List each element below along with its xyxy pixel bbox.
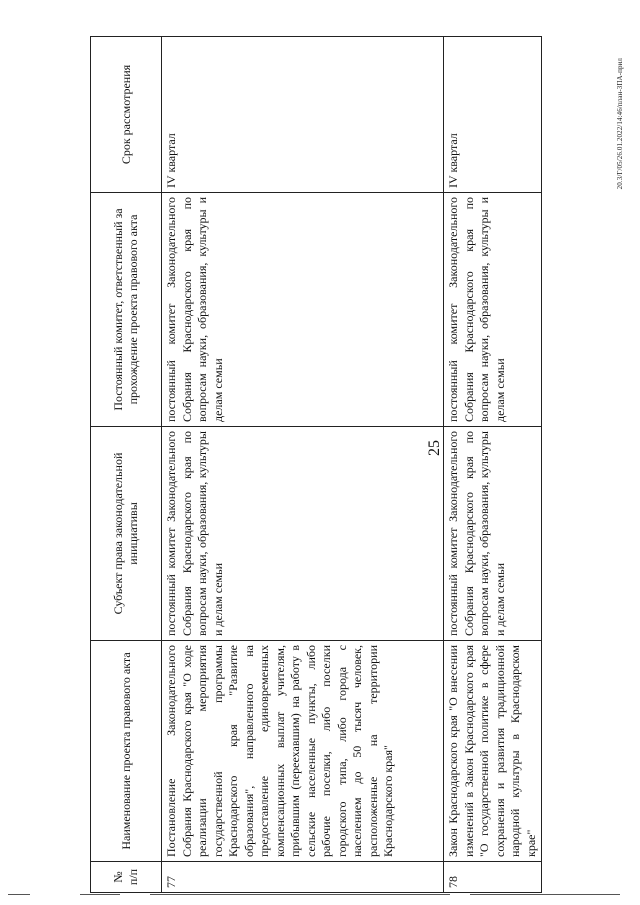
- header-number: № п/п: [91, 862, 162, 893]
- header-initiative-subject: Субъект права законодательной инициативы: [91, 427, 162, 641]
- row-act-name: Постановление Законодательного Собрания Краснодарского края "О ходе реализации мероприятия государственной программы Краснодарского края "Развитие образования", направленного на предоставление единовременных компенсационных выплат учителям, прибывшим (переехавшим) на работу в сельские населенные пункты, либо рабочие поселки, либо поселки городского типа, либо города с населением до 50 тысяч человек, расположенные на территории Краснодарского края": [162, 641, 444, 862]
- row-act-name: Закон Краснодарского края "О внесении изменений в Закон Краснодарского края "О государственной политике в сфере сохранения и развития традиционной народной культуры в Краснодарском крае": [444, 641, 542, 862]
- row-review-term: IV квартал: [444, 37, 542, 193]
- row-initiative-subject: постоянный комитет Законодательного Собрания Краснодарского края по вопросам науки, образования, культуры и делам семьи: [162, 427, 444, 641]
- table-row: [444, 37, 542, 893]
- row-review-term: IV квартал: [162, 37, 444, 193]
- scan-edge-line: [470, 894, 620, 895]
- header-responsible-committee: Постоянный комитет, ответственный за прохождение проекта правового акта: [91, 193, 162, 427]
- row-number: 78: [444, 862, 542, 893]
- row-initiative-subject: постоянный комитет Законодательного Собрания Краснодарского края по вопросам науки, образования, культуры и делам семьи: [444, 427, 542, 641]
- document-stamp: 20.3/Г/05/26.01.2022/14:46/план-ЗПА-прил: [616, 58, 624, 190]
- row-responsible-committee: постоянный комитет Законодательного Собрания Краснодарского края по вопросам науки, образования, культуры и делам семьи: [444, 193, 542, 427]
- header-review-term: Срок рассмотрения: [91, 37, 162, 193]
- legislative-plan-table: [90, 36, 542, 893]
- legislative-plan-table-wrapper: [90, 37, 570, 893]
- scan-edge-line: [150, 894, 450, 895]
- scan-edge-line: [80, 894, 120, 895]
- header-act-name: Наименование проекта правового акта: [91, 641, 162, 862]
- scan-edge-line: [8, 894, 30, 895]
- table-row: [162, 37, 444, 893]
- table-header-row: [91, 37, 162, 893]
- page-number: 25: [426, 440, 443, 456]
- row-number: 77: [162, 862, 444, 893]
- row-responsible-committee: постоянный комитет Законодательного Собрания Краснодарского края по вопросам науки, образования, культуры и делам семьи: [162, 193, 444, 427]
